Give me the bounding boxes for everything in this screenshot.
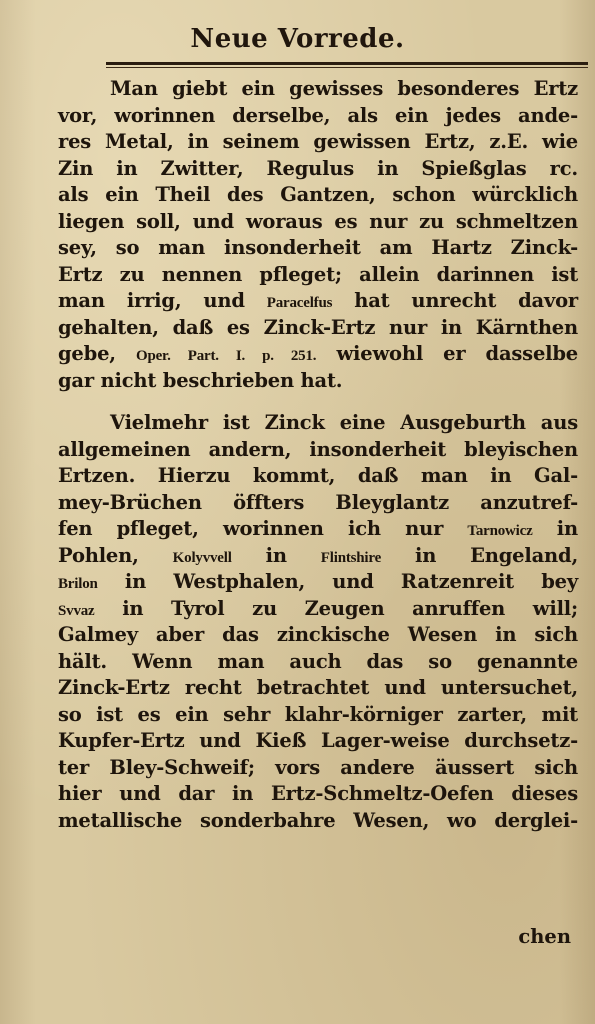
antiqua-place: Kolyvvell bbox=[172, 549, 232, 566]
text-line: liegen soll, und woraus es nur zu schmeltzen bbox=[58, 209, 578, 233]
catchword: chen bbox=[518, 925, 571, 948]
antiqua-reference: Oper. Part. I. p. 251. bbox=[135, 348, 317, 364]
antiqua-place: Tarnowicz bbox=[467, 523, 533, 539]
text-line: Ertz zu nennen pfleget; allein darinnen ist bbox=[58, 262, 578, 286]
text-line bbox=[58, 341, 578, 368]
antiqua-place: Brilon bbox=[58, 576, 98, 592]
text-line: sey, so man insonderheit am Hartz Zinck- bbox=[58, 236, 578, 259]
text-line: als ein Theil des Gantzen, schon würcklich bbox=[58, 183, 578, 206]
text-line bbox=[58, 516, 578, 543]
text-segment: fen pfleget, worinnen ich nur bbox=[58, 517, 444, 540]
text-segment: in Engeland, bbox=[414, 543, 579, 567]
text-line: Vielmehr ist Zinck eine Ausgeburth aus bbox=[110, 411, 578, 434]
text-line: ter Bley-Schweif; vors andere äussert sich bbox=[58, 755, 578, 779]
text-line: hier und dar in Ertz-Schmeltz-Oefen dieses bbox=[58, 782, 578, 805]
head-rule bbox=[106, 62, 588, 65]
text-segment: in bbox=[556, 517, 578, 540]
text-line: res Metal, in seinem gewissen Ertz, z.E. wie bbox=[58, 130, 578, 153]
text-line: Kupfer-Ertz und Kieß Lager-weise durchsetz- bbox=[58, 729, 578, 752]
antiqua-name: Paracelfus bbox=[266, 295, 333, 311]
head-rule-thin bbox=[106, 67, 588, 68]
antiqua-place: Svvaz bbox=[58, 602, 95, 619]
text-line bbox=[58, 543, 578, 570]
text-line: Zinck-Ertz recht betrachtet und untersuchet, bbox=[58, 676, 578, 699]
text-segment: hat unrecht davor bbox=[354, 289, 578, 312]
text-line: Zin in Zwitter, Regulus in Spießglas rc. bbox=[58, 156, 578, 180]
text-segment: Pohlen, bbox=[58, 543, 139, 567]
text-segment: gebe, bbox=[58, 342, 116, 365]
text-block bbox=[58, 76, 578, 834]
text-segment: wiewohl er dasselbe bbox=[336, 342, 578, 365]
text-line: vor, worinnen derselbe, als ein jedes ande- bbox=[58, 103, 578, 127]
text-line: Man giebt ein gewisses besonderes Ertz bbox=[110, 77, 578, 100]
text-line: gehalten, daß es Zinck-Ertz nur in Kärnthen bbox=[58, 315, 578, 339]
text-line: so ist es ein sehr klahr-körniger zarter, mit bbox=[58, 702, 578, 726]
text-line: gar nicht beschrieben hat. bbox=[58, 368, 343, 392]
text-line: hält. Wenn man auch das so genannte bbox=[58, 649, 578, 673]
text-segment: in Westphalen, und Ratzenreit bey bbox=[124, 570, 578, 593]
text-line: mey-Brüchen öffters Bleyglantz anzutref- bbox=[58, 490, 578, 514]
text-line bbox=[58, 569, 578, 596]
text-line: Galmey aber das zinckische Wesen in sich bbox=[58, 623, 578, 646]
text-segment: in bbox=[265, 543, 287, 567]
text-line bbox=[58, 596, 578, 623]
running-head: Neue Vorrede. bbox=[190, 24, 405, 54]
text-line: metallische sonderbahre Wesen, wo derglei- bbox=[58, 808, 578, 832]
text-segment: in Tyrol zu Zeugen anruffen will; bbox=[122, 596, 579, 620]
text-line: Ertzen. Hierzu kommt, daß man in Gal- bbox=[58, 464, 578, 487]
text-line: allgemeinen andern, insonderheit bleyischen bbox=[58, 437, 578, 461]
paragraph-gap bbox=[58, 394, 578, 410]
text-line bbox=[58, 288, 578, 315]
antiqua-place: Flintshire bbox=[320, 549, 382, 566]
text-segment: man irrig, und bbox=[58, 289, 245, 312]
